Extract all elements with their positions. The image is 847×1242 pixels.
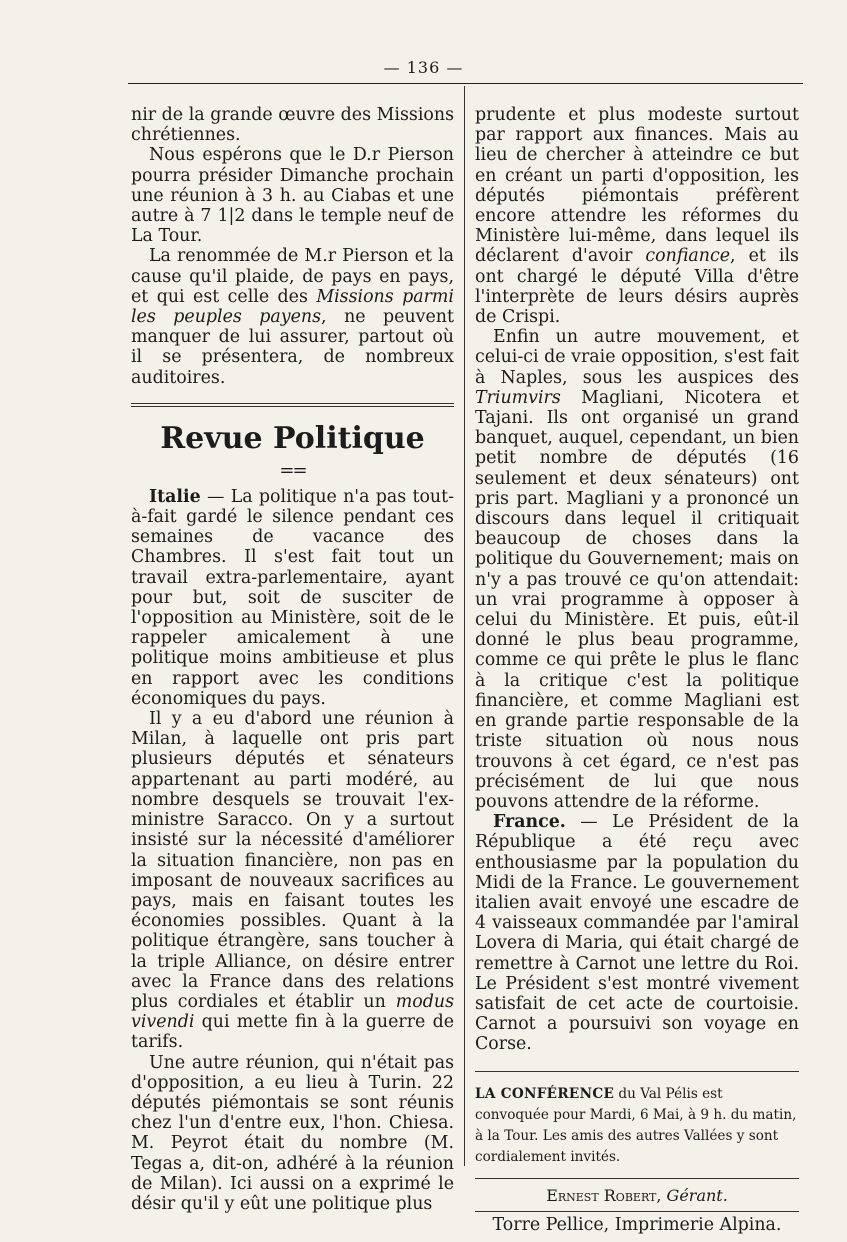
- paragraph-pierson-renown: La renommée de M.r Pierson et la cause qu'il plaide, de pays en pays, et qui est celle des Missions parmi les peuples payens, ne peuvent manquer de lui assurer, partout où il se présentera, de nombreux auditoires.: [131, 246, 454, 388]
- signature-rule: [475, 1178, 799, 1179]
- imprint-rule: [475, 1211, 799, 1212]
- column-divider: [464, 86, 465, 1166]
- notice-rule: [475, 1071, 799, 1072]
- conference-notice: LA CONFÉRENCE du Val Pélis est convoquée pour Mardi, 6 Mai, à 9 h. du matin, à la Tour. Les amis des autres Vallées y sont cordialement invités.: [475, 1085, 797, 1165]
- paragraph-italie: Italie — La politique n'a pas tout-à-fait gardé le silence pendant ces semaines de vacance des Chambres. Il s'est fait tout un travail extra-parlementaire, ayant pour but, soit de susciter de l'opposition au Ministère, soit de le rappeler amicalement à une politique moins ambitieuse et plus en rapport avec les conditions économiques du pays.: [131, 486, 454, 709]
- section-title: Revue Politique: [160, 420, 425, 456]
- italie-heading: Italie: [149, 486, 201, 507]
- printer-imprint: Torre Pellice, Imprimerie Alpina.: [492, 1214, 782, 1235]
- paragraph-france: France. — Le Président de la République a été reçu avec enthousiasme par la population du Midi de la France. Le gouvernement italien avait envoyé une escadre de 4 vaisseaux commandée par l'amiral Lovera di Maria, qui était chargé de remettre à Carnot une lettre du Roi. Le Président s'est montré vivement satisfait de cet acte de courtoisie. Carnot a poursuivi son voyage en Corse.: [475, 812, 799, 1055]
- right-column: [475, 105, 799, 1236]
- paragraph-missions-end: nir de la grande œuvre des Missions chrétiennes.: [131, 105, 454, 146]
- publisher-signature: Ernest Robert, Gérant.: [546, 1185, 728, 1205]
- section-separator: [131, 403, 454, 407]
- paragraph-pierson-meeting: Nous espérons que le D.r Pierson pourra présider Dimanche prochain une réunion à 3 h. au Ciabas et une autre à 7 1|2 dans le temple neuf de La Tour.: [131, 145, 454, 247]
- paragraph-piedmont: prudente et plus modeste surtout par rapport aux finances. Mais au lieu de chercher à atteindre ce but en créant un parti d'opposition, les députés piémontais préfèrent encore attendre les réformes du Ministère lui-même, dans lequel ils déclarent d'avoir confiance, et ils ont chargé le député Villa d'être l'interprète de leurs désirs auprès de Crispi.: [475, 105, 799, 328]
- header-rule: [128, 83, 803, 84]
- paragraph-milan: Il y a eu d'abord une réunion à Milan, à laquelle ont pris part plusieurs députés et sénateurs appartenant au parti modéré, au nombre desquels se trouvait l'ex-ministre Saracco. On y a surtout insisté sur la nécessité d'améliorer la situation financière, non pas en imposant de nouveaux sacrifices au pays, mais en faisant toutes les économies possibles. Quant à la politique étrangère, sans toucher à la triple Alliance, on désire entrer avec la France dans des relations plus cordiales et établir un modus vivendi qui mette fin à la guerre de tarifs.: [131, 709, 454, 1053]
- left-column: [131, 105, 454, 1214]
- page-number: — 136 —: [383, 58, 464, 77]
- paragraph-naples: Enfin un autre mouvement, et celui-ci de vraie opposition, s'est fait à Naples, sous les auspices des Triumvirs Magliani, Nicotera et Tajani. Ils ont organisé un grand banquet, auquel, cependant, un bien petit nombre de députés (16 seulement et deux sénateurs) ont pris part. Magliani y a prononcé un discours dans lequel il critiquait beaucoup de choses dans la politique du Gouvernement; mais on n'y a pas trouvé ce qu'on attendait: un vrai programme à opposer à celui du Ministère. Et puis, eût-il donné le plus beau programme, comme ce qui prête le plus le flanc à la critique c'est la politique financière, et comme Magliani est en grande partie responsable de la triste situation où nous nous trouvons à cet égard, ce n'est pas précisément de lui que nous pouvons attendre de la réforme.: [475, 327, 799, 812]
- paragraph-turin: Une autre réunion, qui n'était pas d'opposition, a eu lieu à Turin. 22 députés piémontais se sont réunis chez l'un d'entre eux, l'hon. Chiesa. M. Peyrot était du nombre (M. Tegas a, dit-on, adhéré à la réunion de Milan). Ici aussi on a exprimé le désir qu'il y eût une politique plus: [131, 1052, 454, 1214]
- france-heading: France.: [493, 812, 566, 833]
- title-ornament: ==: [279, 459, 306, 481]
